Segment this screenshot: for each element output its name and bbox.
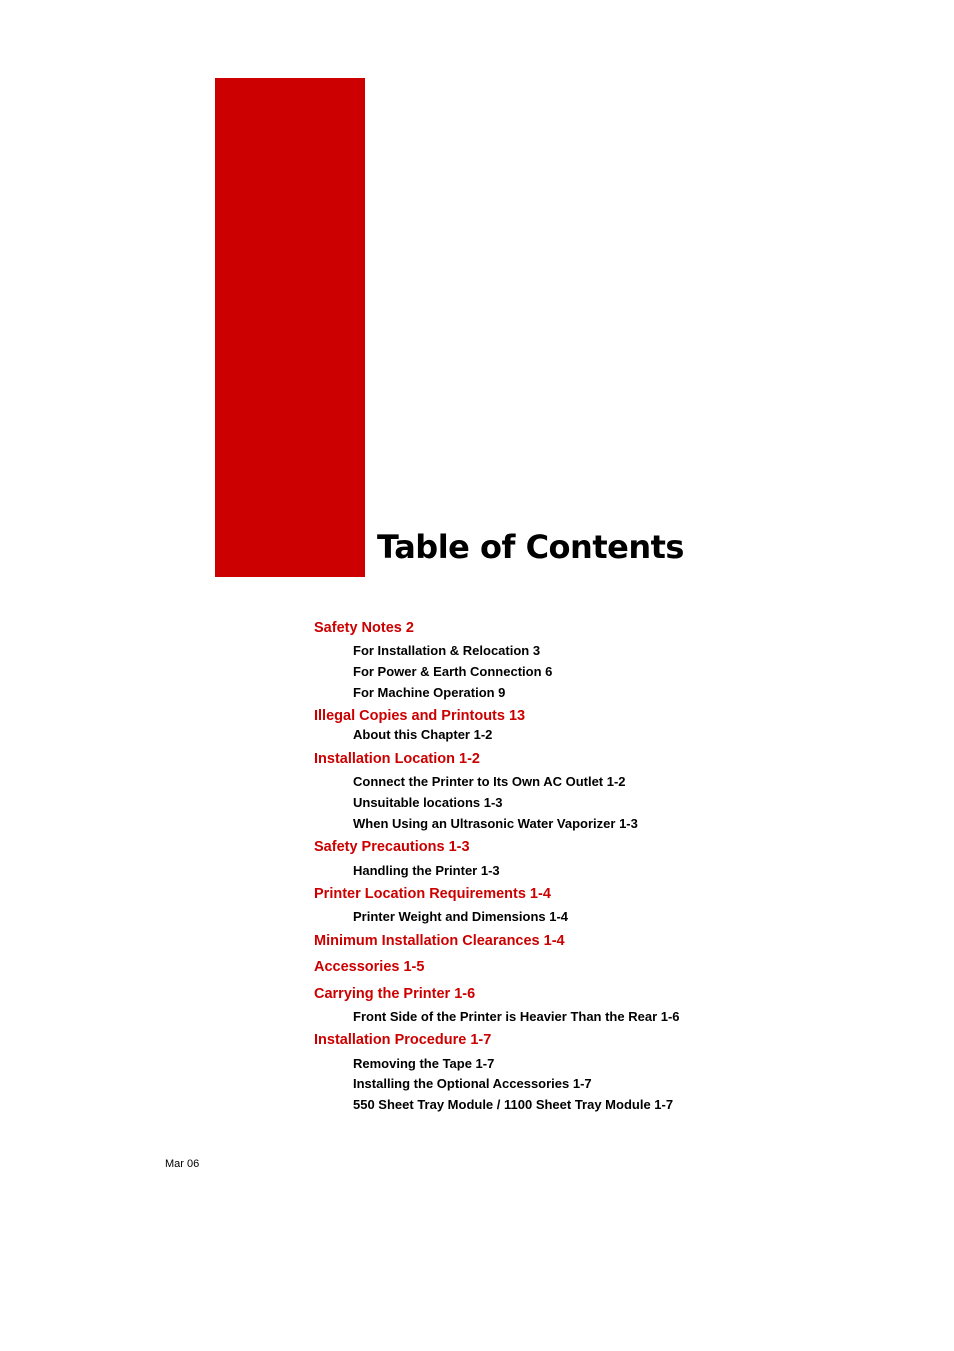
toc-section-entry[interactable]: 550 Sheet Tray Module / 1100 Sheet Tray Module 1-7 [353,1097,674,1112]
toc-section-entry[interactable]: Installing the Optional Accessories 1-7 [353,1076,592,1091]
toc-chapter-entry[interactable]: Printer Location Requirements 1-4 [314,886,551,902]
toc-section-entry[interactable]: About this Chapter 1-2 [353,727,493,742]
toc-chapter-entry[interactable]: Installation Procedure 1-7 [314,1032,492,1048]
toc-chapter-entry[interactable]: Safety Notes 2 [314,620,414,636]
toc-chapter-entry[interactable]: Accessories 1-5 [314,959,425,975]
toc-section-entry[interactable]: For Power & Earth Connection 6 [353,664,553,679]
toc-section-entry[interactable]: Connect the Printer to Its Own AC Outlet 1-2 [353,774,626,789]
toc-section-entry[interactable]: For Installation & Relocation 3 [353,643,541,658]
toc-section-entry[interactable]: Removing the Tape 1-7 [353,1056,495,1071]
toc-chapter-entry[interactable]: Safety Precautions 1-3 [314,839,470,855]
toc-section-entry[interactable]: For Machine Operation 9 [353,685,506,700]
footer-date: Mar 06 [165,1158,200,1170]
toc-chapter-entry[interactable]: Minimum Installation Clearances 1-4 [314,933,565,949]
toc-section-entry[interactable]: Front Side of the Printer is Heavier Than the Rear 1-6 [353,1009,680,1024]
toc-section-entry[interactable]: Printer Weight and Dimensions 1-4 [353,909,569,924]
toc-section-entry[interactable]: Handling the Printer 1-3 [353,863,500,878]
page-title: Table of Contents [377,528,684,566]
toc-section-entry[interactable]: When Using an Ultrasonic Water Vaporizer 1-3 [353,816,638,831]
toc-chapter-entry[interactable]: Illegal Copies and Printouts 13 [314,708,526,724]
toc-chapter-entry[interactable]: Installation Location 1-2 [314,751,480,767]
toc-section-entry[interactable]: Unsuitable locations 1-3 [353,795,503,810]
toc-chapter-entry[interactable]: Carrying the Printer 1-6 [314,986,476,1002]
chapter-red-bar [215,78,365,577]
